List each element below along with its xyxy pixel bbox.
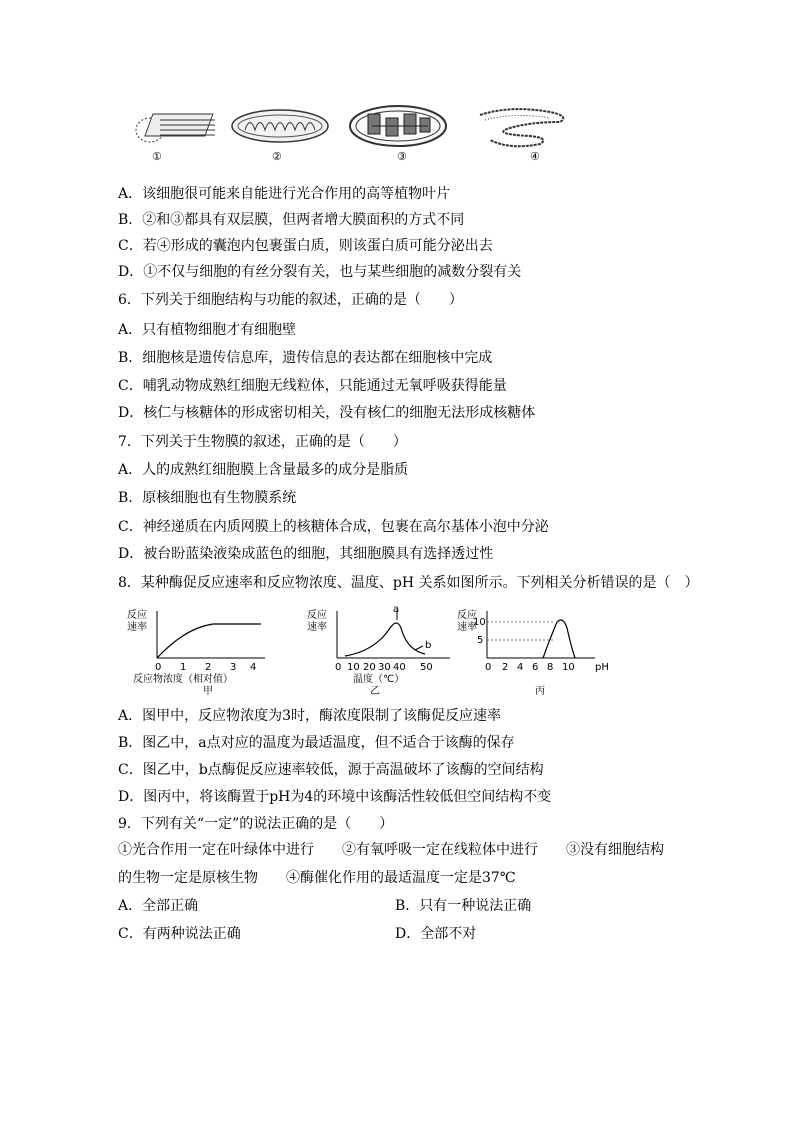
organelle-figure [110,100,570,170]
graph-bing [455,606,625,696]
q8-stem: 8．某种酶促反应速率和反应物浓度、温度、pH 关系如图所示。下列相关分析错误的是（ ） [118,575,699,591]
graph-jia-ylabel-2: 速率 [127,622,147,633]
q9-statements-line-2: 的生物一定是原核生物 ④酶催化作用的最适温度一定是37℃ [118,870,516,886]
q6-option-a: A．只有植物细胞才有细胞壁 [118,322,297,338]
graph-bing-xlabel: pH [595,662,609,673]
graph-jia-caption: 甲 [203,686,213,696]
graph-yi-xtick-0: 0 [335,662,342,673]
q9-option-c: C．有两种说法正确 [118,926,241,942]
q7-option-b: B．原核细胞也有生物膜系统 [118,490,297,506]
graph-bing-ylabel: 反应 [457,610,477,621]
graph-jia-xtick-4: 4 [250,662,257,673]
graph-bing-xtick-3: 6 [532,662,539,673]
graph-jia-xlabel: 反应物浓度（相对值） [133,674,233,685]
q7-option-c: C．神经递质在内质网膜上的核糖体合成，包裹在高尔基体小泡中分泌 [118,519,549,535]
q5-option-c: C．若④形成的囊泡内包裹蛋白质，则该蛋白质可能分泌出去 [118,238,493,254]
organelle-label-2: ② [272,150,282,163]
chloroplast-drawing [350,106,446,146]
graph-bing-xtick-0: 0 [485,662,492,673]
centriole-drawing [136,114,215,142]
organelle-label-1: ① [152,150,162,163]
q6-stem: 6．下列关于细胞结构与功能的叙述，正确的是（ ） [118,292,463,308]
q9-option-d: D．全部不对 [395,926,477,942]
q6-option-d: D．核仁与核糖体的形成密切相关，没有核仁的细胞无法形成核糖体 [118,405,536,421]
q8-option-b: B．图乙中，a点对应的温度为最适温度，但不适合于该酶的保存 [118,735,515,751]
graph-bing-ytick-10: 10 [473,617,486,628]
q6-option-b: B．细胞核是遗传信息库，遗传信息的表达都在细胞核中完成 [118,350,493,366]
organelle-label-4: ④ [530,150,540,163]
graph-yi-xtick-1: 10 [347,662,360,673]
graph-jia [125,606,275,696]
q5-option-d: D．①不仅与细胞的有丝分裂有关，也与某些细胞的减数分裂有关 [118,264,522,280]
q7-option-d: D．被台盼蓝染液染成蓝色的细胞，其细胞膜具有选择透过性 [118,546,494,562]
endoplasmic-reticulum-drawing [480,109,563,146]
q5-option-a: A．该细胞很可能来自能进行光合作用的高等植物叶片 [118,186,451,202]
q8-option-d: D．图丙中，将该酶置于pH为4的环境中该酶活性较低但空间结构不变 [118,789,552,805]
q6-option-c: C．哺乳动物成熟红细胞无线粒体，只能通过无氧呼吸获得能量 [118,378,507,394]
organelle-drawings [110,100,570,170]
graph-bing-ytick-5: 5 [477,635,484,646]
graph-yi-ylabel: 反应 [307,610,327,621]
graph-bing-xtick-4: 8 [547,662,554,673]
graph-yi-xtick-5: 50 [420,662,433,673]
graph-jia-xtick-1: 1 [180,662,187,673]
graph-yi-xtick-2: 20 [363,662,376,673]
graph-jia-xtick-2: 2 [205,662,212,673]
graph-bing-ylabel-2: 速率 [457,622,477,633]
organelle-label-3: ③ [397,150,407,163]
graph-bing-xtick-5: 10 [562,662,575,673]
graph-yi-xlabel: 温度（℃） [353,674,405,685]
graph-yi-caption: 乙 [370,686,380,696]
graph-yi-point-a: a [393,606,400,615]
q9-option-a: A．全部正确 [118,898,199,914]
q9-statements-line-1: ①光合作用一定在叶绿体中进行 ②有氧呼吸一定在线粒体中进行 ③没有细胞结构 [118,842,664,858]
graph-jia-ylabel: 反应 [127,610,147,621]
graph-yi-ylabel-2: 速率 [307,622,327,633]
q9-option-b: B．只有一种说法正确 [395,898,532,914]
q9-stem: 9．下列有关“一定”的说法正确的是（ ） [118,816,394,832]
q8-option-c: C．图乙中，b点酶促反应速率较低，源于高温破坏了该酶的空间结构 [118,762,544,778]
graph-yi-xtick-3: 30 [378,662,391,673]
q8-option-a: A．图甲中，反应物浓度为3时，酶浓度限制了该酶促反应速率 [118,708,502,724]
graph-bing-caption: 丙 [535,686,545,696]
graph-bing-xtick-2: 4 [517,662,524,673]
q7-stem: 7．下列关于生物膜的叙述，正确的是（ ） [118,434,407,450]
graph-yi-point-b: b [425,640,432,651]
q7-option-a: A．人的成熟红细胞膜上含量最多的成分是脂质 [118,462,409,478]
graph-jia-xtick-0: 0 [155,662,162,673]
q5-option-b: B．②和③都具有双层膜，但两者增大膜面积的方式不同 [118,212,465,228]
mitochondrion-drawing [232,110,328,142]
graph-bing-xtick-1: 2 [502,662,509,673]
graph-yi [305,606,455,696]
graph-yi-xtick-4: 40 [393,662,406,673]
graph-jia-xtick-3: 3 [230,662,237,673]
